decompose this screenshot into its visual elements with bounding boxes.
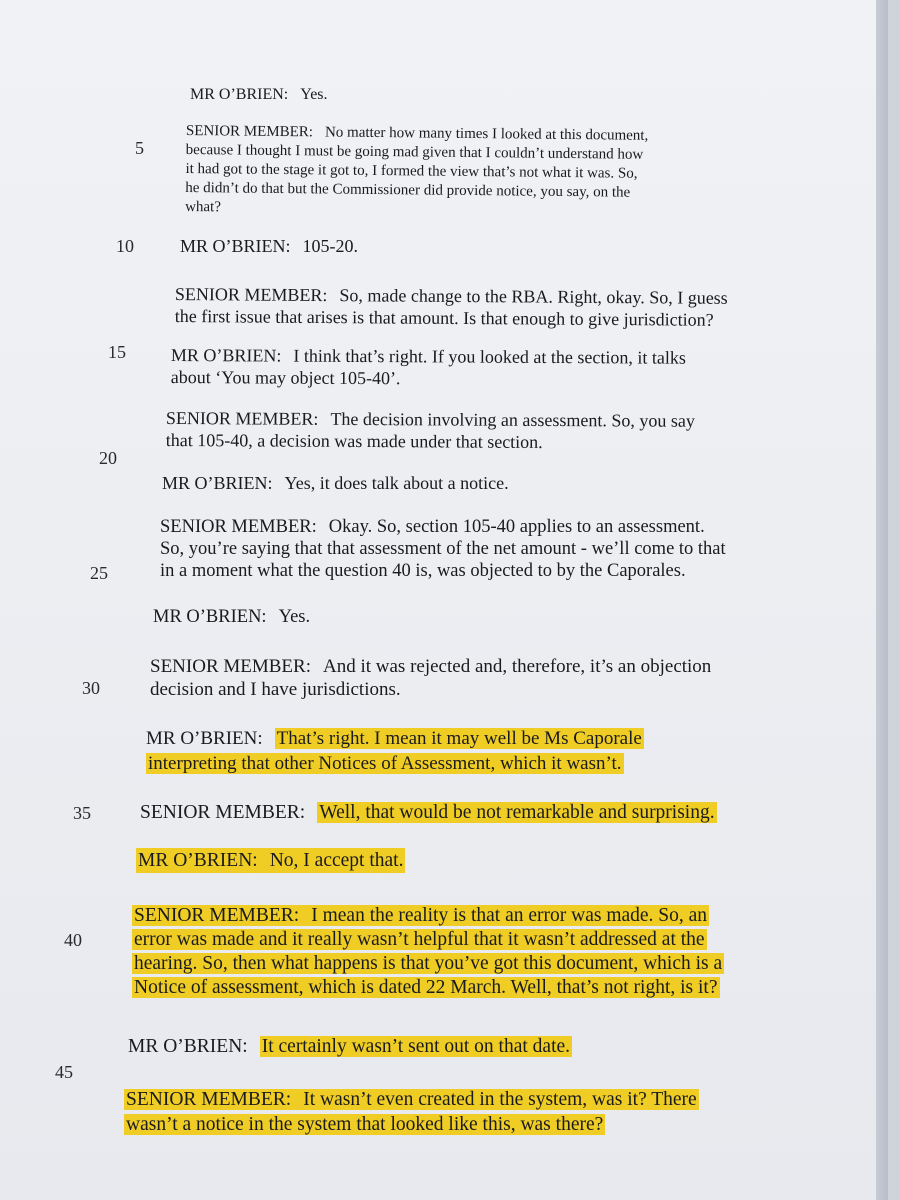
speaker-label: MR O’BRIEN: [146,728,263,749]
highlighted-text [132,905,709,926]
transcript-paragraph [185,122,648,222]
line-number: 15 [108,342,126,362]
line-number: 25 [90,563,108,583]
highlighted-text [124,1089,699,1110]
speaker-label: MR O’BRIEN: [128,1036,248,1057]
highlighted-text: It certainly wasn’t sent out on that date. [261,1036,571,1057]
highlighted-text [136,848,405,873]
line-number: 10 [116,236,134,256]
transcript-paragraph [140,800,717,825]
speaker-label: SENIOR MEMBER: [140,802,306,823]
transcript-paragraph [160,516,726,582]
speech-text: I think that’s right. If you looked at the section, it talks [293,345,686,368]
speech-text: Yes. [278,607,311,627]
speech-text: because I thought I must be going mad given that I couldn’t understand how [185,141,644,163]
speaker-label: SENIOR MEMBER: [150,656,311,677]
speech-text: So, you’re saying that that assessment of the net amount - we’ll come to that [160,539,726,559]
highlighted-text: wasn’t a notice in the system that looked like this, was there? [126,1114,604,1135]
highlighted-text: Notice of assessment, which is dated 22 March. Well, that’s not right, is it? [134,977,718,998]
transcript-paragraph [175,283,728,331]
speaker-label: SENIOR MEMBER: [134,905,300,926]
speech-text: No, I accept that. [269,850,404,871]
speech-text: what? [185,198,222,216]
speech-text: Yes, it does talk about a notice. [284,473,509,493]
line-number: 30 [82,678,100,698]
line-number: 45 [55,1062,73,1082]
speaker-label: MR O’BRIEN: [162,473,273,493]
speech-text: in a moment what the question 40 is, was objected to by the Caporales. [160,561,686,581]
speech-text: the first issue that arises is that amount. Is that enough to give jurisdiction? [174,305,714,330]
transcript-paragraph [162,472,509,494]
speaker-label: MR O’BRIEN: [138,850,258,871]
speaker-label: SENIOR MEMBER: [165,408,319,429]
speech-text: 105-20. [302,236,359,256]
transcript-paragraph [166,407,695,454]
speech-text: Yes. [300,86,328,103]
line-number: 35 [73,803,91,823]
speech-text: It wasn’t even created in the system, was it? There [303,1089,697,1110]
speech-text: So, made change to the RBA. Right, okay. So, I guess [339,285,728,308]
speaker-label: SENIOR MEMBER: [185,122,314,141]
highlighted-text: error was made and it really wasn’t helpful that it wasn’t addressed at the [134,929,705,950]
speech-text: he didn’t do that but the Commissioner did provide notice, you say, on the [185,179,631,201]
speech-text: Okay. So, section 105-40 applies to an assessment. [328,517,705,537]
transcript-paragraph [146,726,644,776]
transcript-paragraph [150,655,711,701]
speech-text: it had got to the stage it got to, I formed the view that’s not what it was. So, [185,160,638,182]
speech-text: I mean the reality is that an error was made. So, an [311,905,708,926]
highlighted-text: That’s right. I mean it may well be Ms Caporale [276,728,642,749]
transcript-paragraph [153,606,310,628]
speaker-label: SENIOR MEMBER: [126,1089,292,1110]
transcript-paragraph [190,84,328,106]
transcript-paragraph [128,1034,572,1059]
speech-text: The decision involving an assessment. So, you say [330,408,695,431]
highlighted-text: hearing. So, then what happens is that you’ve got this document, which is a [134,953,723,974]
line-number: 20 [99,448,117,468]
highlighted-text: Well, that would be not remarkable and surprising. [319,802,715,823]
transcript-paragraph [124,1087,699,1137]
speaker-label: MR O’BRIEN: [153,607,267,627]
speaker-label: MR O’BRIEN: [190,86,289,103]
speech-text: And it was rejected and, therefore, it’s an objection [323,656,712,677]
line-number: 40 [64,930,82,950]
speaker-label: SENIOR MEMBER: [160,517,317,537]
transcript-paragraph [171,344,686,391]
transcript-paragraph [132,904,724,1000]
highlighted-text: interpreting that other Notices of Assessment, which it wasn’t. [148,753,622,774]
speech-text: decision and I have jurisdictions. [150,679,401,700]
transcript-paragraph [180,235,358,257]
transcript-paragraph [136,848,405,873]
speech-text: that 105-40, a decision was made under that section. [165,429,543,452]
page-edge [876,0,888,1200]
speech-text: No matter how many times I looked at this document, [324,124,649,144]
speaker-label: SENIOR MEMBER: [174,283,328,306]
speaker-label: MR O’BRIEN: [180,236,291,256]
line-number: 5 [135,138,144,158]
speech-text: about ‘You may object 105-40’. [170,366,401,389]
speaker-label: MR O’BRIEN: [170,345,282,366]
